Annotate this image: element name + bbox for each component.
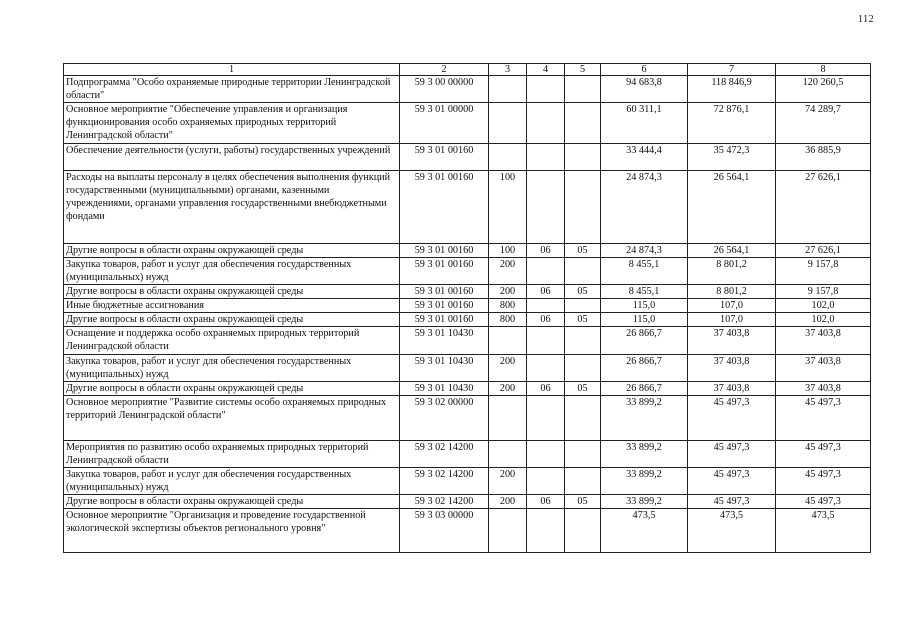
row-section-cell bbox=[527, 258, 565, 285]
row-section-cell bbox=[527, 441, 565, 468]
row-code-cell: 59 3 01 00160 bbox=[400, 171, 489, 244]
row-expense-type-cell bbox=[489, 327, 527, 355]
row-amount-col8-cell: 102,0 bbox=[776, 313, 871, 327]
row-amount-col7-cell: 8 801,2 bbox=[688, 285, 776, 299]
row-name-cell: Основное мероприятие "Организация и проведение государственной экологической экспертизы объектов регионального уровня" bbox=[64, 509, 400, 553]
row-section-cell bbox=[527, 144, 565, 171]
table-row bbox=[64, 244, 871, 258]
table-header-row bbox=[64, 64, 871, 76]
row-code-cell: 59 3 01 00160 bbox=[400, 299, 489, 313]
row-expense-type-cell bbox=[489, 144, 527, 171]
row-amount-col6-cell: 33 899,2 bbox=[601, 441, 688, 468]
row-section-cell: 06 bbox=[527, 285, 565, 299]
row-name-cell: Подпрограмма "Особо охраняемые природные территории Ленинградской области" bbox=[64, 76, 400, 103]
row-amount-col7-cell: 37 403,8 bbox=[688, 382, 776, 396]
row-amount-col7-cell: 26 564,1 bbox=[688, 171, 776, 244]
row-amount-col8-cell: 27 626,1 bbox=[776, 244, 871, 258]
row-amount-col8-cell: 473,5 bbox=[776, 509, 871, 553]
row-amount-col6-cell: 33 899,2 bbox=[601, 468, 688, 495]
table-row bbox=[64, 382, 871, 396]
row-expense-type-cell: 200 bbox=[489, 495, 527, 509]
row-code-cell: 59 3 02 00000 bbox=[400, 396, 489, 441]
column-header: 8 bbox=[776, 64, 871, 76]
row-name-cell: Обеспечение деятельности (услуги, работы) государственных учреждений bbox=[64, 144, 400, 171]
row-name-cell: Закупка товаров, работ и услуг для обеспечения государственных (муниципальных) нужд bbox=[64, 355, 400, 382]
row-section-cell bbox=[527, 103, 565, 144]
row-name-cell: Закупка товаров, работ и услуг для обеспечения государственных (муниципальных) нужд bbox=[64, 468, 400, 495]
row-amount-col8-cell: 120 260,5 bbox=[776, 76, 871, 103]
row-subsection-cell: 05 bbox=[565, 285, 601, 299]
row-code-cell: 59 3 02 14200 bbox=[400, 468, 489, 495]
row-subsection-cell bbox=[565, 258, 601, 285]
row-section-cell bbox=[527, 171, 565, 244]
row-subsection-cell: 05 bbox=[565, 244, 601, 258]
row-code-cell: 59 3 01 00160 bbox=[400, 258, 489, 285]
row-amount-col6-cell: 24 874,3 bbox=[601, 171, 688, 244]
row-amount-col7-cell: 37 403,8 bbox=[688, 327, 776, 355]
table-row bbox=[64, 103, 871, 144]
row-amount-col6-cell: 473,5 bbox=[601, 509, 688, 553]
column-header: 2 bbox=[400, 64, 489, 76]
row-code-cell: 59 3 01 00160 bbox=[400, 285, 489, 299]
table-row bbox=[64, 285, 871, 299]
row-name-cell: Мероприятия по развитию особо охраняемых природных территорий Ленинградской области bbox=[64, 441, 400, 468]
row-amount-col6-cell: 115,0 bbox=[601, 299, 688, 313]
row-expense-type-cell: 200 bbox=[489, 258, 527, 285]
row-section-cell bbox=[527, 509, 565, 553]
row-amount-col7-cell: 45 497,3 bbox=[688, 468, 776, 495]
row-amount-col8-cell: 36 885,9 bbox=[776, 144, 871, 171]
row-amount-col7-cell: 118 846,9 bbox=[688, 76, 776, 103]
budget-table bbox=[63, 63, 871, 553]
column-header: 7 bbox=[688, 64, 776, 76]
table-row bbox=[64, 144, 871, 171]
row-subsection-cell bbox=[565, 171, 601, 244]
row-amount-col7-cell: 45 497,3 bbox=[688, 396, 776, 441]
row-expense-type-cell bbox=[489, 441, 527, 468]
row-name-cell: Расходы на выплаты персоналу в целях обеспечения выполнения функций государственными (муниципальными) органами, казенными учреждениями, органами управления государственными внебюджетными фондами bbox=[64, 171, 400, 244]
row-expense-type-cell bbox=[489, 396, 527, 441]
row-amount-col8-cell: 45 497,3 bbox=[776, 468, 871, 495]
row-section-cell bbox=[527, 76, 565, 103]
row-name-cell: Оснащение и поддержка особо охраняемых природных территорий Ленинградской области bbox=[64, 327, 400, 355]
row-name-cell: Другие вопросы в области охраны окружающей среды bbox=[64, 382, 400, 396]
row-amount-col6-cell: 26 866,7 bbox=[601, 382, 688, 396]
row-amount-col7-cell: 45 497,3 bbox=[688, 441, 776, 468]
row-amount-col7-cell: 26 564,1 bbox=[688, 244, 776, 258]
row-amount-col6-cell: 8 455,1 bbox=[601, 285, 688, 299]
row-code-cell: 59 3 00 00000 bbox=[400, 76, 489, 103]
column-header: 4 bbox=[527, 64, 565, 76]
table-row bbox=[64, 355, 871, 382]
row-amount-col6-cell: 33 899,2 bbox=[601, 495, 688, 509]
row-amount-col6-cell: 24 874,3 bbox=[601, 244, 688, 258]
table-row bbox=[64, 258, 871, 285]
row-subsection-cell bbox=[565, 396, 601, 441]
table-row bbox=[64, 299, 871, 313]
row-code-cell: 59 3 01 00160 bbox=[400, 144, 489, 171]
row-section-cell bbox=[527, 355, 565, 382]
row-name-cell: Другие вопросы в области охраны окружающей среды bbox=[64, 244, 400, 258]
row-subsection-cell bbox=[565, 468, 601, 495]
row-amount-col6-cell: 94 683,8 bbox=[601, 76, 688, 103]
row-name-cell: Другие вопросы в области охраны окружающей среды bbox=[64, 495, 400, 509]
table-row bbox=[64, 327, 871, 355]
row-amount-col8-cell: 37 403,8 bbox=[776, 355, 871, 382]
table-row bbox=[64, 76, 871, 103]
row-subsection-cell bbox=[565, 355, 601, 382]
row-code-cell: 59 3 01 00000 bbox=[400, 103, 489, 144]
row-amount-col6-cell: 33 444,4 bbox=[601, 144, 688, 171]
row-subsection-cell bbox=[565, 441, 601, 468]
row-amount-col7-cell: 107,0 bbox=[688, 313, 776, 327]
column-header: 5 bbox=[565, 64, 601, 76]
row-amount-col8-cell: 37 403,8 bbox=[776, 382, 871, 396]
row-amount-col6-cell: 26 866,7 bbox=[601, 327, 688, 355]
row-section-cell bbox=[527, 327, 565, 355]
row-amount-col8-cell: 45 497,3 bbox=[776, 495, 871, 509]
row-expense-type-cell bbox=[489, 103, 527, 144]
row-amount-col6-cell: 33 899,2 bbox=[601, 396, 688, 441]
row-code-cell: 59 3 03 00000 bbox=[400, 509, 489, 553]
row-amount-col7-cell: 37 403,8 bbox=[688, 355, 776, 382]
row-amount-col8-cell: 45 497,3 bbox=[776, 441, 871, 468]
row-code-cell: 59 3 01 10430 bbox=[400, 355, 489, 382]
row-amount-col8-cell: 9 157,8 bbox=[776, 285, 871, 299]
row-subsection-cell bbox=[565, 76, 601, 103]
row-expense-type-cell bbox=[489, 509, 527, 553]
row-code-cell: 59 3 01 00160 bbox=[400, 313, 489, 327]
row-code-cell: 59 3 01 10430 bbox=[400, 382, 489, 396]
column-header: 1 bbox=[64, 64, 400, 76]
row-expense-type-cell: 200 bbox=[489, 285, 527, 299]
row-amount-col8-cell: 74 289,7 bbox=[776, 103, 871, 144]
row-section-cell: 06 bbox=[527, 495, 565, 509]
row-amount-col7-cell: 72 876,1 bbox=[688, 103, 776, 144]
row-amount-col6-cell: 26 866,7 bbox=[601, 355, 688, 382]
table-row bbox=[64, 495, 871, 509]
row-expense-type-cell: 800 bbox=[489, 313, 527, 327]
row-amount-col8-cell: 27 626,1 bbox=[776, 171, 871, 244]
row-amount-col8-cell: 37 403,8 bbox=[776, 327, 871, 355]
page-number: 112 bbox=[858, 14, 875, 25]
row-name-cell: Закупка товаров, работ и услуг для обеспечения государственных (муниципальных) нужд bbox=[64, 258, 400, 285]
row-name-cell: Другие вопросы в области охраны окружающей среды bbox=[64, 313, 400, 327]
row-code-cell: 59 3 01 10430 bbox=[400, 327, 489, 355]
row-expense-type-cell: 200 bbox=[489, 468, 527, 495]
row-subsection-cell: 05 bbox=[565, 382, 601, 396]
row-section-cell: 06 bbox=[527, 244, 565, 258]
row-subsection-cell bbox=[565, 327, 601, 355]
row-expense-type-cell: 800 bbox=[489, 299, 527, 313]
row-amount-col8-cell: 102,0 bbox=[776, 299, 871, 313]
row-section-cell: 06 bbox=[527, 382, 565, 396]
row-section-cell bbox=[527, 299, 565, 313]
row-section-cell bbox=[527, 468, 565, 495]
column-header: 3 bbox=[489, 64, 527, 76]
row-amount-col6-cell: 60 311,1 bbox=[601, 103, 688, 144]
row-amount-col7-cell: 473,5 bbox=[688, 509, 776, 553]
row-amount-col8-cell: 45 497,3 bbox=[776, 396, 871, 441]
row-subsection-cell bbox=[565, 144, 601, 171]
row-amount-col7-cell: 8 801,2 bbox=[688, 258, 776, 285]
row-code-cell: 59 3 01 00160 bbox=[400, 244, 489, 258]
row-amount-col7-cell: 107,0 bbox=[688, 299, 776, 313]
row-code-cell: 59 3 02 14200 bbox=[400, 441, 489, 468]
row-subsection-cell bbox=[565, 299, 601, 313]
row-amount-col6-cell: 115,0 bbox=[601, 313, 688, 327]
row-amount-col7-cell: 35 472,3 bbox=[688, 144, 776, 171]
row-expense-type-cell: 200 bbox=[489, 382, 527, 396]
row-name-cell: Основное мероприятие "Развитие системы особо охраняемых природных территорий Ленинградской области" bbox=[64, 396, 400, 441]
table-row bbox=[64, 441, 871, 468]
row-subsection-cell: 05 bbox=[565, 495, 601, 509]
row-expense-type-cell bbox=[489, 76, 527, 103]
row-name-cell: Другие вопросы в области охраны окружающей среды bbox=[64, 285, 400, 299]
row-expense-type-cell: 100 bbox=[489, 244, 527, 258]
row-amount-col8-cell: 9 157,8 bbox=[776, 258, 871, 285]
table-row bbox=[64, 468, 871, 495]
table-row bbox=[64, 396, 871, 441]
table-row bbox=[64, 171, 871, 244]
row-code-cell: 59 3 02 14200 bbox=[400, 495, 489, 509]
row-amount-col6-cell: 8 455,1 bbox=[601, 258, 688, 285]
row-subsection-cell bbox=[565, 509, 601, 553]
row-amount-col7-cell: 45 497,3 bbox=[688, 495, 776, 509]
table-row bbox=[64, 509, 871, 553]
column-header: 6 bbox=[601, 64, 688, 76]
row-name-cell: Основное мероприятие "Обеспечение управления и организация функционирования особо охраняемых природных территорий Ленинградской области" bbox=[64, 103, 400, 144]
table-row bbox=[64, 313, 871, 327]
row-subsection-cell bbox=[565, 103, 601, 144]
row-section-cell: 06 bbox=[527, 313, 565, 327]
row-expense-type-cell: 100 bbox=[489, 171, 527, 244]
row-expense-type-cell: 200 bbox=[489, 355, 527, 382]
row-subsection-cell: 05 bbox=[565, 313, 601, 327]
row-section-cell bbox=[527, 396, 565, 441]
row-name-cell: Иные бюджетные ассигнования bbox=[64, 299, 400, 313]
